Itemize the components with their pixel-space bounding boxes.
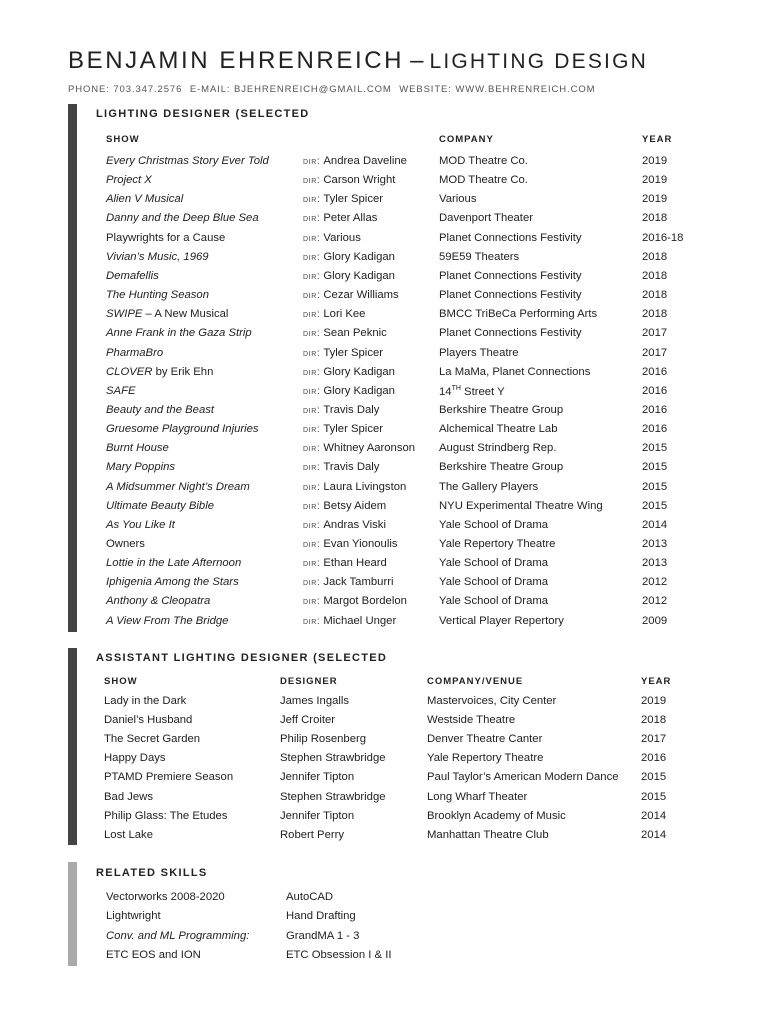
director-name: Margot Bordelon — [323, 595, 407, 608]
director — [303, 212, 377, 224]
company-venue: Brooklyn Academy of Music — [427, 809, 566, 822]
company-name: MOD Theatre Co. — [439, 155, 528, 167]
company-name: Vertical Player Repertory — [439, 614, 564, 627]
skill-right: Hand Drafting — [286, 910, 356, 923]
director — [303, 461, 379, 473]
director — [303, 595, 407, 607]
year: 2017 — [641, 733, 667, 746]
show-name: Lottie in the Late Afternoon — [106, 557, 242, 570]
designer-name: Jennifer Tipton — [280, 771, 355, 784]
company-name: Berkshire Theatre Group — [439, 403, 564, 416]
director — [303, 327, 387, 339]
show-title — [106, 385, 136, 397]
table-row — [0, 327, 768, 346]
director-name: Tyler Spicer — [323, 193, 384, 206]
company-venue: Manhattan Theatre Club — [427, 828, 549, 841]
table-row — [0, 347, 768, 366]
year: 2013 — [642, 538, 668, 550]
year: 2014 — [641, 828, 667, 841]
director — [303, 615, 396, 627]
company-name: La MaMa, Planet Connections — [439, 365, 591, 378]
director — [303, 174, 395, 186]
director-name: Lori Kee — [323, 308, 366, 321]
company — [439, 385, 505, 398]
show-title — [106, 232, 225, 244]
director-name: Whitney Aaronson — [323, 442, 416, 455]
show-title — [106, 500, 214, 512]
show-title — [106, 595, 210, 607]
director-name: Peter Allas — [323, 212, 378, 225]
table-row — [0, 519, 768, 538]
dir-label: dir: — [303, 346, 321, 359]
director — [303, 557, 387, 569]
section-heading-lighting: LIGHTING DESIGNER (SELECTED — [96, 108, 310, 120]
company — [439, 366, 590, 378]
dir-label: dir: — [303, 518, 321, 531]
section-heading-skills: RELATED SKILLS — [96, 867, 208, 879]
show-title — [106, 308, 228, 320]
director — [303, 308, 365, 320]
show-title — [106, 212, 259, 224]
year: 2015 — [642, 480, 668, 493]
show-name: A Midsummer Night’s Dream — [106, 480, 250, 493]
dir-label: dir: — [303, 384, 321, 397]
show-name: Burnt House — [106, 442, 169, 455]
company-name: 14 — [439, 385, 452, 398]
show-title: Lost Lake — [104, 828, 153, 841]
company — [439, 519, 548, 531]
dir-label: dir: — [303, 403, 321, 416]
col-header-year: YEAR — [642, 134, 673, 145]
dir-label: dir: — [303, 193, 321, 206]
show-title: PTAMD Premiere Season — [104, 771, 234, 784]
company-name: Yale School of Drama — [439, 576, 549, 589]
company-name: Planet Connections Festivity — [439, 269, 582, 282]
director — [303, 232, 361, 244]
company — [439, 500, 603, 512]
director — [303, 500, 386, 512]
show-name: Every Christmas Story Ever Told — [106, 155, 269, 167]
company-venue: Mastervoices, City Center — [427, 695, 557, 707]
show-title — [106, 519, 175, 531]
company — [439, 576, 548, 588]
company — [439, 615, 564, 627]
director-name: Tyler Spicer — [323, 423, 384, 436]
company-name: BMCC TriBeCa Performing Arts — [439, 308, 598, 321]
company — [439, 481, 538, 493]
show-title — [106, 289, 209, 301]
table-row — [0, 481, 768, 500]
year: 2016 — [642, 384, 668, 397]
director-name: Glory Kadigan — [323, 269, 395, 282]
dir-label: dir: — [303, 250, 321, 263]
year: 2015 — [642, 442, 668, 455]
skill-right: ETC Obsession I & II — [286, 948, 392, 961]
show-suffix: – A New Musical — [142, 308, 229, 321]
show-title: Philip Glass: The Etudes — [104, 809, 228, 822]
company — [439, 557, 548, 569]
director-name: Sean Peknic — [323, 327, 387, 340]
show-name: Beauty and the Beast — [106, 403, 215, 416]
company-venue: Long Wharf Theater — [427, 790, 528, 803]
show-title — [106, 155, 269, 167]
show-title — [106, 270, 159, 282]
year: 2017 — [642, 346, 668, 359]
show-name: Playwrights for a Cause — [106, 231, 226, 244]
show-title — [106, 442, 169, 454]
show-title — [106, 404, 214, 416]
dir-label: dir: — [303, 231, 321, 244]
company-name: The Gallery Players — [439, 480, 539, 493]
year: 2016 — [642, 403, 668, 416]
year: 2016 — [642, 365, 668, 378]
dir-label: dir: — [303, 480, 321, 493]
col-header-company-venue: COMPANY/VENUE — [427, 676, 524, 687]
designer-name: Robert Perry — [280, 828, 345, 841]
title-subtitle: LIGHTING DESIGN — [429, 50, 648, 73]
company-name: Alchemical Theatre Lab — [439, 423, 558, 436]
table-row — [0, 251, 768, 270]
list-item — [0, 949, 768, 968]
col-header-show: SHOW — [104, 676, 138, 687]
table-row — [0, 771, 768, 790]
year: 2015 — [642, 499, 668, 512]
show-name: PharmaBro — [106, 346, 164, 359]
show-name: Demafellis — [106, 269, 159, 282]
company — [439, 270, 582, 282]
director-name: Jack Tamburri — [323, 576, 394, 589]
table-row — [0, 615, 768, 634]
year: 2019 — [642, 193, 668, 206]
table-row — [0, 212, 768, 231]
show-title — [106, 366, 213, 378]
company — [439, 327, 582, 339]
director-name: Evan Yionoulis — [323, 538, 398, 550]
list-item — [0, 910, 768, 929]
director-name: Glory Kadigan — [323, 384, 395, 397]
director — [303, 538, 397, 550]
table-row — [0, 595, 768, 614]
year: 2017 — [642, 327, 668, 340]
designer-name: Philip Rosenberg — [280, 733, 367, 746]
dir-label: dir: — [303, 174, 321, 187]
show-name: Gruesome Playground Injuries — [106, 423, 259, 436]
table-row — [0, 174, 768, 193]
director-name: Laura Livingston — [323, 480, 407, 493]
director — [303, 289, 399, 301]
designer-name: Stephen Strawbridge — [280, 752, 386, 765]
table-row — [0, 155, 768, 174]
company-name: Davenport Theater — [439, 212, 533, 225]
company — [439, 155, 528, 167]
designer-name: Jeff Croiter — [280, 714, 336, 727]
year: 2019 — [642, 155, 668, 167]
year: 2016 — [641, 752, 667, 765]
show-title: Daniel’s Husband — [104, 714, 193, 727]
dir-label: dir: — [303, 595, 321, 608]
company-name: Players Theatre — [439, 346, 519, 359]
company-name: Various — [439, 193, 477, 206]
company-name: 59E59 Theaters — [439, 250, 520, 263]
company-name: Berkshire Theatre Group — [439, 461, 564, 474]
show-title — [106, 423, 259, 435]
col-header-company: COMPANY — [439, 134, 494, 145]
show-title: Lady in the Dark — [104, 695, 187, 707]
show-name: Anne Frank in the Gaza Strip — [106, 327, 252, 340]
col-header-year: YEAR — [641, 676, 672, 687]
table-row — [0, 829, 768, 848]
director — [303, 404, 379, 416]
dir-label: dir: — [303, 269, 321, 282]
company — [439, 289, 582, 301]
director — [303, 270, 395, 282]
dir-label: dir: — [303, 423, 321, 436]
table-row — [0, 289, 768, 308]
show-title — [106, 481, 250, 493]
director — [303, 385, 395, 397]
dir-label: dir: — [303, 327, 321, 340]
show-name: Alien V Musical — [106, 193, 184, 206]
dir-label: dir: — [303, 499, 321, 512]
year: 2013 — [642, 557, 668, 570]
company — [439, 595, 548, 607]
director-name: Glory Kadigan — [323, 365, 395, 378]
section-heading-assistant: ASSISTANT LIGHTING DESIGNER (SELECTED — [96, 652, 388, 664]
director — [303, 519, 386, 531]
show-name: A View From The Bridge — [106, 614, 229, 627]
company — [439, 461, 563, 473]
company-name: Planet Connections Festivity — [439, 289, 582, 302]
table-row — [0, 714, 768, 733]
show-name: Vivian’s Music, 1969 — [106, 250, 209, 263]
year: 2015 — [641, 771, 667, 784]
director — [303, 251, 395, 263]
show-name: CLOVER — [106, 365, 153, 378]
table-row — [0, 557, 768, 576]
table-row — [0, 752, 768, 771]
show-name: Project X — [106, 174, 152, 187]
company-name: Planet Connections Festivity — [439, 327, 582, 340]
table-row — [0, 695, 768, 714]
show-name: SWIPE — [106, 308, 143, 321]
show-name: SAFE — [106, 384, 136, 397]
skill-left: Vectorworks 2008-2020 — [106, 891, 225, 903]
company-venue: Paul Taylor’s American Modern Dance — [427, 771, 619, 784]
company-venue: Yale Repertory Theatre — [427, 752, 544, 765]
dir-label: dir: — [303, 308, 321, 321]
page-title — [68, 47, 648, 75]
title-dash: – — [410, 47, 424, 74]
show-title — [106, 461, 175, 473]
dir-label: dir: — [303, 155, 321, 167]
company — [439, 538, 555, 550]
director-name: Tyler Spicer — [323, 346, 384, 359]
table-row — [0, 576, 768, 595]
company-venue: Denver Theatre Canter — [427, 733, 543, 746]
company-name-rest: Street Y — [460, 385, 505, 398]
show-title: Bad Jews — [104, 790, 153, 803]
contact-line — [68, 84, 599, 95]
company — [439, 232, 582, 244]
director-name: Andras Viski — [323, 518, 386, 531]
table-row — [0, 308, 768, 327]
company — [439, 193, 476, 205]
skill-left: Lightwright — [106, 910, 161, 923]
table-row — [0, 404, 768, 423]
director-name: Carson Wright — [323, 174, 396, 187]
show-title — [106, 327, 252, 339]
col-header-designer: DESIGNER — [280, 676, 338, 687]
company — [439, 308, 597, 320]
year: 2016-18 — [642, 231, 684, 244]
company-name: Yale School of Drama — [439, 557, 549, 570]
show-title: The Secret Garden — [104, 733, 201, 746]
show-name: Mary Poppins — [106, 461, 176, 474]
table-row — [0, 791, 768, 810]
company — [439, 251, 519, 263]
director-name: Various — [323, 231, 361, 244]
show-name: The Hunting Season — [106, 289, 209, 302]
show-title: Happy Days — [104, 752, 166, 765]
table-row — [0, 500, 768, 519]
dir-label: dir: — [303, 442, 321, 455]
director-name: Andrea Daveline — [323, 155, 407, 167]
show-title — [106, 615, 228, 627]
contact-phone: PHONE: 703.347.2576 — [68, 84, 183, 95]
dir-label: dir: — [303, 614, 321, 627]
year: 2014 — [642, 518, 668, 531]
year: 2012 — [642, 595, 668, 608]
company — [439, 174, 528, 186]
company-name: MOD Theatre Co. — [439, 174, 528, 187]
year: 2018 — [642, 308, 668, 321]
show-title — [106, 251, 209, 263]
table-row — [0, 442, 768, 461]
director-name: Travis Daly — [323, 403, 380, 416]
company — [439, 442, 556, 454]
year: 2014 — [641, 809, 667, 822]
company-venue: Westside Theatre — [427, 714, 516, 727]
skill-right: GrandMA 1 - 3 — [286, 929, 360, 942]
dir-label: dir: — [303, 365, 321, 378]
year: 2009 — [642, 614, 668, 627]
show-title — [106, 538, 145, 550]
table-row — [0, 232, 768, 251]
designer-name: Stephen Strawbridge — [280, 790, 386, 803]
table-row — [0, 733, 768, 752]
director — [303, 576, 393, 588]
dir-label: dir: — [303, 538, 321, 550]
show-title — [106, 557, 241, 569]
year: 2018 — [642, 269, 668, 282]
table-row — [0, 366, 768, 385]
skill-right: AutoCAD — [286, 891, 334, 903]
director-name: Michael Unger — [323, 614, 397, 627]
col-header-show: SHOW — [106, 134, 140, 145]
year: 2015 — [642, 461, 668, 474]
director-name: Travis Daly — [323, 461, 380, 474]
list-item — [0, 891, 768, 910]
company-name: NYU Experimental Theatre Wing — [439, 499, 603, 512]
show-title — [106, 347, 163, 359]
director — [303, 481, 406, 493]
table-row — [0, 461, 768, 480]
company-name: Yale Repertory Theatre — [439, 538, 556, 550]
table-row — [0, 423, 768, 442]
designer-name: BENJAMIN EHRENREICH — [68, 47, 405, 74]
contact-email: E-MAIL: BJEHRENREICH@GMAIL.COM — [189, 84, 392, 95]
show-title — [106, 193, 183, 205]
dir-label: dir: — [303, 461, 321, 474]
show-name: Danny and the Deep Blue Sea — [106, 212, 259, 225]
dir-label: dir: — [303, 557, 321, 570]
year: 2016 — [642, 423, 668, 436]
company — [439, 423, 557, 435]
table-row — [0, 385, 768, 404]
director-name: Ethan Heard — [323, 557, 387, 570]
director — [303, 347, 383, 359]
year: 2018 — [641, 714, 667, 727]
company-superscript: TH — [451, 384, 461, 392]
director — [303, 155, 407, 167]
company-name: August Strindberg Rep. — [439, 442, 557, 455]
year: 2012 — [642, 576, 668, 589]
director — [303, 193, 383, 205]
show-title — [106, 576, 239, 588]
skill-left: ETC EOS and ION — [106, 948, 201, 961]
table-row — [0, 538, 768, 557]
year: 2018 — [642, 250, 668, 263]
director — [303, 366, 395, 378]
show-name: Anthony & Cleopatra — [106, 595, 211, 608]
show-name: As You Like It — [106, 518, 175, 531]
dir-label: dir: — [303, 212, 321, 225]
year: 2019 — [642, 174, 668, 187]
company-name: Yale School of Drama — [439, 595, 549, 608]
year: 2018 — [642, 212, 668, 225]
director — [303, 442, 415, 454]
dir-label: dir: — [303, 576, 321, 589]
director-name: Glory Kadigan — [323, 250, 395, 263]
company — [439, 212, 533, 224]
list-item — [0, 930, 768, 949]
company — [439, 347, 519, 359]
year: 2015 — [641, 790, 667, 803]
director-name: Betsy Aidem — [323, 499, 387, 512]
show-title — [106, 174, 152, 186]
dir-label: dir: — [303, 289, 321, 302]
table-row — [0, 270, 768, 289]
company-name: Yale School of Drama — [439, 518, 549, 531]
contact-website: WEBSITE: WWW.BEHRENREICH.COM — [399, 84, 596, 95]
designer-name: James Ingalls — [280, 695, 350, 707]
show-name: Ultimate Beauty Bible — [106, 499, 214, 512]
year: 2019 — [641, 695, 667, 707]
table-row — [0, 193, 768, 212]
designer-name: Jennifer Tipton — [280, 809, 355, 822]
year: 2018 — [642, 289, 668, 302]
director — [303, 423, 383, 435]
company-name: Planet Connections Festivity — [439, 231, 582, 244]
show-name: Owners — [106, 538, 145, 550]
company — [439, 404, 563, 416]
show-name: Iphigenia Among the Stars — [106, 576, 239, 589]
director-name: Cezar Williams — [323, 289, 399, 302]
table-row — [0, 810, 768, 829]
skill-left: Conv. and ML Programming: — [106, 929, 250, 942]
show-suffix: by Erik Ehn — [152, 365, 214, 378]
